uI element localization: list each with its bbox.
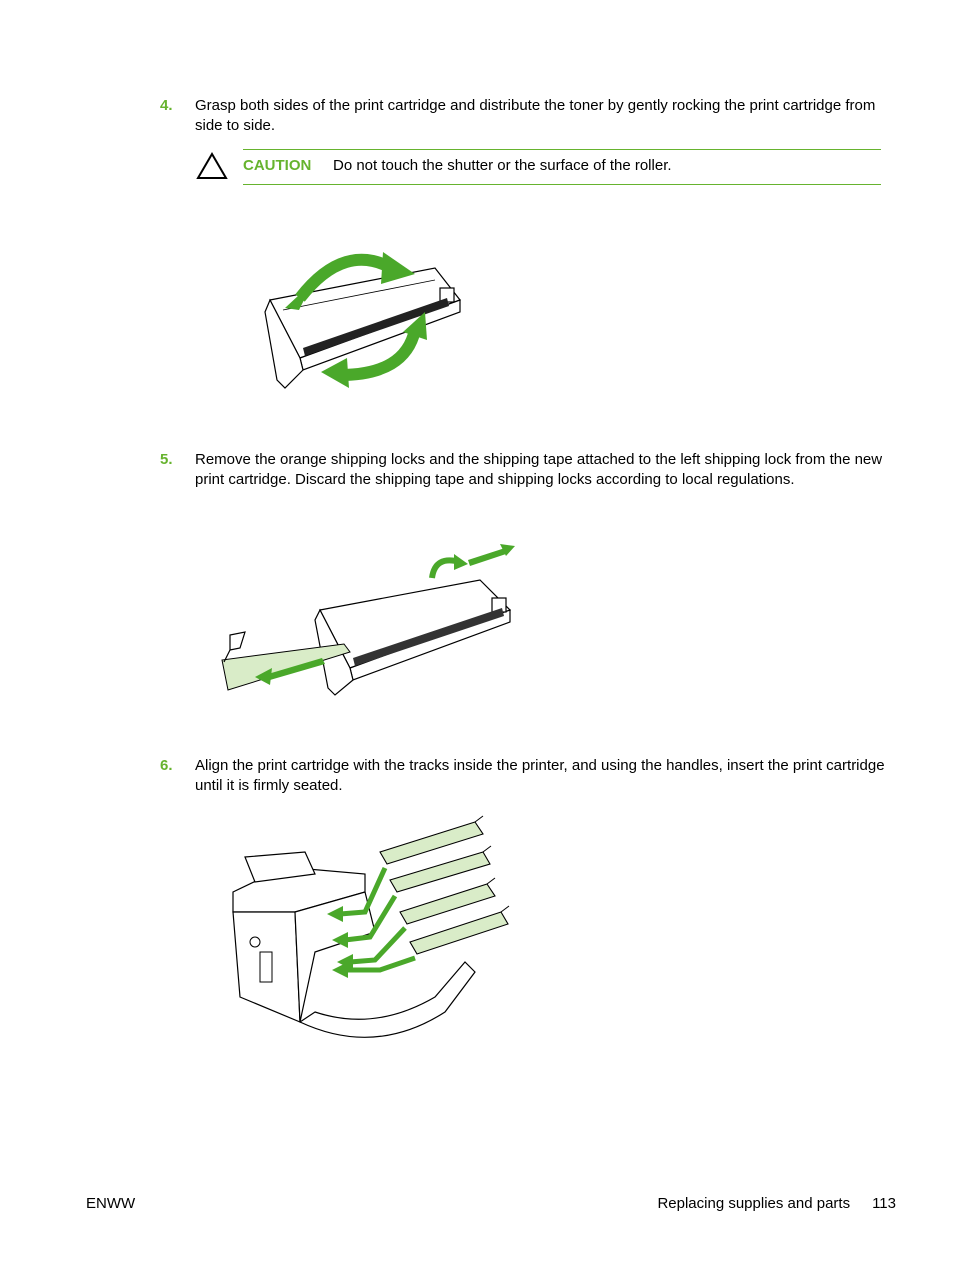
step-4-text: Grasp both sides of the print cartridge and distribute the toner by gently rocking the print cartridge from side to side.: [195, 97, 876, 134]
cartridge-rocking-illustration: [255, 240, 475, 390]
cartridge-insertion-illustration: [225, 812, 525, 1052]
page-number: 113: [872, 1195, 896, 1212]
caution-text: Do not touch the shutter or the surface of the roller.: [333, 157, 672, 174]
caution-label: CAUTION: [243, 157, 312, 174]
footer-section: Replacing supplies and parts: [657, 1195, 851, 1212]
step-6-text: Align the print cartridge with the tracks inside the printer, and using the handles, insert the print cartridge until it is firmly seated.: [195, 757, 885, 794]
step-4-number: 4.: [160, 97, 173, 114]
step-5-text: Remove the orange shipping locks and the shipping tape attached to the left shipping lock from the new print cartridge. Discard the shipping tape and shipping locks according to local regulations.: [195, 451, 883, 488]
step-6-number: 6.: [160, 757, 173, 774]
footer-left: ENWW: [86, 1195, 136, 1212]
caution-box: [243, 149, 881, 185]
step-5-number: 5.: [160, 451, 173, 468]
warning-triangle-icon: [196, 152, 228, 180]
shipping-lock-removal-illustration: [210, 540, 530, 700]
footer-right: [657, 1195, 896, 1212]
